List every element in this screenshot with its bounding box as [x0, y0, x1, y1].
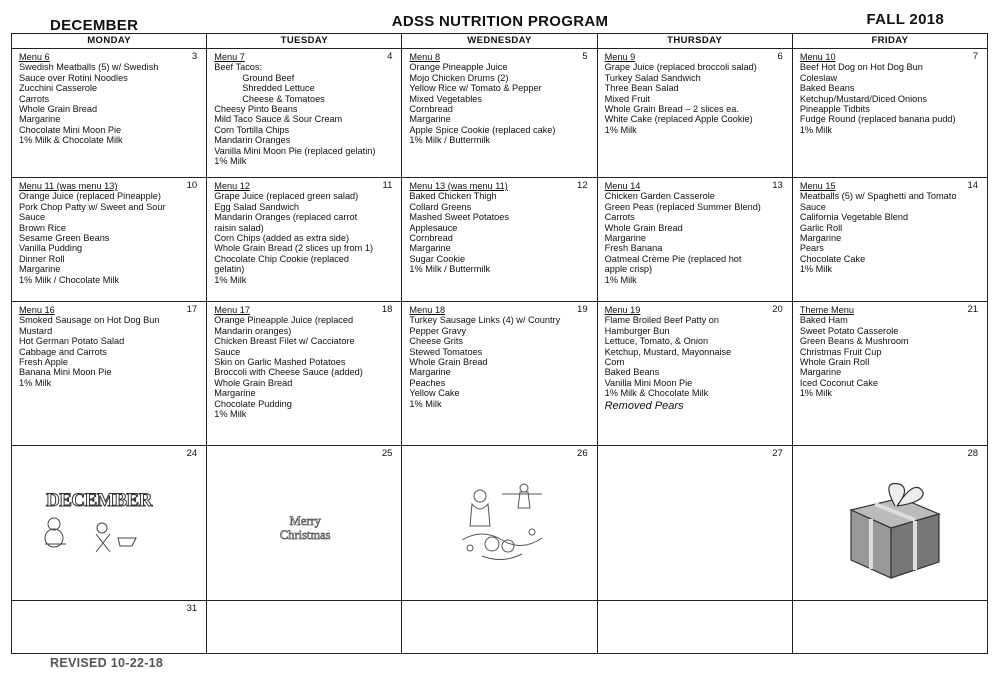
menu-item: Baked Ham [799, 315, 848, 326]
menu-item: Cornbread [409, 104, 453, 115]
menu-item: Margarine [409, 243, 451, 254]
menu-item: Chicken Breast Filet w/ Cacciatore [214, 336, 355, 347]
menu-item: Sauce [214, 346, 241, 357]
menu-item: Pineapple Tidbits [799, 104, 870, 115]
menu-item: 1% Milk & Chocolate Milk [604, 388, 709, 399]
day-number: 5 [582, 51, 588, 62]
menu-item: 1% Milk [799, 264, 832, 275]
menu-item: Margarine [214, 388, 256, 399]
menu-item: Mandarin Oranges [214, 135, 291, 146]
menu-item: Carrots [604, 212, 635, 223]
menu-item: Orange Pineapple Juice [409, 62, 508, 73]
day-number: 10 [186, 180, 198, 191]
weekday-header-row [12, 34, 987, 49]
menu-item: Chocolate Mini Moon Pie [19, 124, 122, 135]
day-cell [598, 601, 793, 653]
menu-item: Yellow Rice w/ Tomato & Pepper [409, 83, 542, 94]
day-cell [793, 302, 987, 445]
day-number: 17 [186, 304, 198, 315]
menu-item: Stewed Tomatoes [409, 346, 483, 357]
menu-item: Cheesy Pinto Beans [214, 104, 298, 115]
menu-title: Menu 14 [604, 181, 641, 191]
day-cell [793, 601, 987, 653]
menu-title: Menu 6 [19, 52, 50, 62]
day-cell [12, 49, 207, 177]
day-number: 20 [772, 304, 783, 315]
week-row [12, 302, 987, 446]
menu-item: Hamburger Bun [604, 325, 670, 336]
day-cell [207, 601, 402, 653]
calendar-grid [12, 49, 987, 653]
menu-item: Margarine [19, 264, 61, 275]
menu-item: Orange Pineapple Juice (replaced [214, 315, 354, 326]
menu-item: Iced Coconut Cake [799, 377, 878, 388]
menu-item: Sugar Cookie [409, 253, 466, 264]
day-number: 12 [577, 180, 588, 191]
day-cell [598, 49, 793, 177]
menu-title: Theme Menu [799, 305, 854, 315]
menu-item: 1% Milk [409, 398, 442, 409]
menu-item: Meatballs (5) w/ Spaghetti and Tomato [799, 191, 957, 202]
menu-item: Turkey Sausage Links (4) w/ Country [409, 315, 561, 326]
week-row [12, 601, 987, 653]
menu-item: Mashed Sweet Potatoes [409, 212, 509, 223]
menu-title: Menu 12 [214, 181, 250, 191]
menu-item: Swedish Meatballs (5) w/ Swedish [19, 62, 159, 73]
menu-item: Turkey Salad Sandwich [604, 72, 701, 83]
menu-item: Corn Tortilla Chips [214, 124, 290, 135]
day-cell [207, 302, 402, 445]
day-number: 21 [967, 304, 979, 315]
weekday-friday: FRIDAY [871, 35, 909, 46]
menu-item: Three Bean Salad [604, 83, 679, 94]
menu-item: Brown Rice [19, 222, 66, 233]
menu-item: 1% Milk / Buttermilk [409, 264, 491, 275]
menu-item: Mixed Fruit [604, 93, 651, 104]
menu-item: Sauce [19, 212, 46, 223]
menu-item: 1% Milk / Buttermilk [409, 135, 491, 146]
menu-item: Mild Taco Sauce & Sour Cream [214, 114, 343, 125]
day-cell [402, 601, 597, 653]
menu-item: Skin on Garlic Mashed Potatoes [214, 357, 346, 368]
weekday-thursday: THURSDAY [598, 34, 793, 48]
menu-item: Mandarin Oranges (replaced carrot [214, 212, 358, 223]
menu-item: Sweet Potato Casserole [799, 325, 899, 336]
menu-item: Flame Broiled Beef Patty on [604, 315, 720, 326]
menu-item: Margarine [409, 114, 451, 125]
menu-item: Chocolate Chip Cookie (replaced [214, 253, 350, 264]
snowman-icon [40, 490, 160, 556]
menu-item: Whole Grain Bread [214, 377, 293, 388]
menu-item: Cabbage and Carrots [19, 346, 107, 357]
menu-item: Vanilla Mini Moon Pie (replaced gelatin) [214, 145, 376, 156]
day-cell [207, 446, 402, 600]
menu-item: Yellow Cake [409, 388, 460, 399]
menu-item: Apple Spice Cookie (replaced cake) [409, 124, 556, 135]
week-row [12, 49, 987, 178]
menu-item: 1% Milk [214, 274, 247, 285]
day-cell [402, 302, 597, 445]
day-cell [598, 178, 793, 301]
day-cell [402, 178, 597, 301]
menu-item: Baked Beans [799, 83, 855, 94]
day-cell [793, 178, 987, 301]
weekday-wednesday: WEDNESDAY [402, 34, 597, 48]
day-cell [12, 446, 207, 600]
menu-item: raisin salad) [214, 222, 264, 233]
day-number: 11 [382, 180, 393, 191]
menu-item: Corn [604, 357, 625, 368]
day-cell [12, 178, 207, 301]
day-number: 28 [967, 448, 979, 459]
menu-item: Hot German Potato Salad [19, 336, 125, 347]
menu-item: Whole Grain Bread (2 slices up from 1) [214, 243, 374, 254]
month-title: DECEMBER [50, 17, 139, 34]
menu-item: Grape Juice (replaced broccoli salad) [604, 62, 757, 73]
menu-item: Vanilla Mini Moon Pie [604, 377, 693, 388]
menu-item: Coleslaw [799, 72, 838, 83]
menu-item: Cheese & Tomatoes [242, 93, 325, 104]
menu-item: Whole Grain Bread [19, 104, 98, 115]
menu-item: Mojo Chicken Drums (2) [409, 72, 509, 83]
menu-item: Collard Greens [409, 201, 472, 212]
day-number: 14 [967, 180, 979, 191]
menu-item: Egg Salad Sandwich [214, 201, 299, 212]
menu-item: 1% Milk [214, 156, 247, 167]
menu-title: Menu 16 [19, 305, 55, 315]
day-number: 3 [191, 51, 198, 62]
day-number: 7 [972, 51, 979, 62]
day-cell [402, 446, 597, 600]
day-number: 18 [381, 304, 393, 315]
menu-item: Carrots [19, 93, 50, 104]
menu-calendar [11, 33, 988, 654]
revision-note: REVISED 10-22-18 [50, 656, 164, 670]
menu-item: Fresh Apple [19, 357, 69, 368]
menu-item: Ketchup/Mustard/Diced Onions [799, 93, 927, 104]
menu-item: Green Peas (replaced Summer Blend) [604, 201, 761, 212]
menu-item: Whole Grain Bread [409, 357, 488, 368]
menu-item: Peaches [409, 377, 446, 388]
menu-item: Sauce over Rotini Noodles [19, 72, 128, 83]
menu-item: Cornbread [409, 233, 453, 244]
menu-title: Menu 7 [214, 52, 245, 62]
menu-title: Menu 13 (was menu 11) [409, 181, 508, 191]
menu-item: 1% Milk [799, 124, 832, 135]
day-cell [598, 302, 793, 445]
menu-title: Menu 9 [604, 52, 636, 62]
day-number: 19 [577, 304, 588, 315]
menu-item: Pork Chop Patty w/ Sweet and Sour [19, 201, 166, 212]
menu-item: Ketchup, Mustard, Mayonnaise [604, 346, 732, 357]
menu-item: Chicken Garden Casserole [604, 191, 715, 202]
menu-item: Baked Chicken Thigh [409, 191, 497, 202]
menu-item: Banana Mini Moon Pie [19, 367, 112, 378]
day-cell [207, 49, 402, 177]
menu-item: Beef Hot Dog on Hot Dog Bun [799, 62, 923, 73]
gift-icon [841, 470, 951, 582]
menu-item: Whole Grain Roll [799, 357, 870, 368]
day-number: 13 [772, 180, 783, 191]
program-title: ADSS NUTRITION PROGRAM [391, 13, 609, 30]
menu-item: Margarine [19, 114, 61, 125]
menu-item: 1% Milk & Chocolate Milk [19, 135, 123, 146]
menu-item: Pears [799, 243, 824, 254]
week-row [12, 446, 987, 601]
menu-item: 1% Milk [214, 409, 247, 420]
menu-item: Margarine [604, 233, 646, 244]
menu-item: Mustard [19, 325, 53, 336]
menu-item: Lettuce, Tomato, & Onion [604, 336, 709, 347]
day-cell [793, 446, 987, 600]
menu-item: gelatin) [214, 264, 245, 275]
menu-title: Menu 10 [799, 52, 836, 62]
menu-item: 1% Milk [604, 274, 637, 285]
menu-item: Mixed Vegetables [409, 93, 482, 104]
menu-title: Menu 15 [799, 181, 836, 191]
menu-item: Garlic Roll [799, 222, 843, 233]
menu-item: Sesame Green Beans [19, 233, 110, 244]
menu-item: 1% Milk [799, 388, 832, 399]
day-number: 31 [186, 603, 198, 614]
menu-item: Green Beans & Mushroom [799, 336, 909, 347]
weekday-monday: MONDAY [12, 34, 207, 48]
menu-item: Margarine [409, 367, 451, 378]
menu-item: 1% Milk / Chocolate Milk [19, 274, 120, 285]
menu-item: White Cake (replaced Apple Cookie) [604, 114, 753, 125]
day-number: 26 [577, 448, 588, 459]
december-clipart [40, 490, 160, 556]
menu-item: Whole Grain Bread [604, 222, 683, 233]
menu-title: Menu 8 [409, 52, 441, 62]
menu-item: Broccoli with Cheese Sauce (added) [214, 367, 363, 378]
gift-box-clipart [841, 470, 951, 584]
menu-item: Applesauce [409, 222, 458, 233]
children-snow-clipart [442, 474, 562, 576]
menu-item: Whole Grain Bread – 2 slices ea. [604, 104, 739, 115]
menu-item: Ground Beef [242, 72, 295, 83]
weekday-tuesday: TUESDAY [207, 34, 402, 48]
menu-item: Sauce [799, 201, 826, 212]
menu-title: Menu 11 (was menu 13) [19, 181, 118, 191]
day-cell [402, 49, 597, 177]
menu-item: Oatmeal Crème Pie (replaced hot [604, 253, 742, 264]
menu-item: Pepper Gravy [409, 325, 467, 336]
menu-item: 1% Milk [19, 377, 52, 388]
menu-title: Menu 18 [409, 305, 446, 315]
menu-item: Christmas Fruit Cup [799, 346, 882, 357]
menu-item: Dinner Roll [19, 253, 65, 264]
menu-item: Fresh Banana [604, 243, 663, 254]
menu-item: 1% Milk [604, 124, 637, 135]
merry-christmas-clipart: Merry Christmas [279, 514, 331, 542]
menu-item: Mandarin oranges) [214, 325, 292, 336]
menu-item: Smoked Sausage on Hot Dog Bun [19, 315, 160, 326]
day-number: 24 [186, 448, 198, 459]
menu-item: Fudge Round (replaced banana pudd) [799, 114, 956, 125]
menu-item: Vanilla Pudding [19, 243, 83, 254]
menu-item: Margarine [799, 367, 842, 378]
children-icon [442, 474, 562, 574]
day-cell [207, 178, 402, 301]
menu-item: California Vegetable Blend [799, 212, 909, 223]
day-cell [12, 601, 207, 653]
menu-item: Beef Tacos: [214, 62, 263, 73]
december-clipart-text: DECEMBER [46, 490, 152, 511]
menu-note: Removed Pears [604, 399, 684, 412]
day-cell [598, 446, 793, 600]
menu-item: Zucchini Casserole [19, 83, 98, 94]
menu-item: Orange Juice (replaced Pineapple) [19, 191, 161, 202]
menu-item: Shredded Lettuce [242, 83, 315, 94]
day-cell [793, 49, 987, 177]
day-number: 6 [777, 51, 783, 62]
menu-item: Margarine [799, 233, 842, 244]
season-title: FALL 2018 [866, 11, 944, 28]
menu-item: Cheese Grits [409, 336, 464, 347]
menu-item: Grape Juice (replaced green salad) [214, 191, 359, 202]
day-number: 4 [387, 51, 393, 62]
menu-item: Chocolate Cake [799, 253, 866, 264]
day-cell [12, 302, 207, 445]
menu-title: Menu 17 [214, 305, 250, 315]
menu-item: Corn Chips (added as extra side) [214, 233, 350, 244]
menu-title: Menu 19 [604, 305, 641, 315]
menu-item: Baked Beans [604, 367, 660, 378]
day-number: 27 [772, 448, 783, 459]
day-number: 25 [381, 448, 393, 459]
week-row [12, 178, 987, 302]
menu-item: Chocolate Pudding [214, 398, 292, 409]
menu-item: apple crisp) [604, 264, 653, 275]
